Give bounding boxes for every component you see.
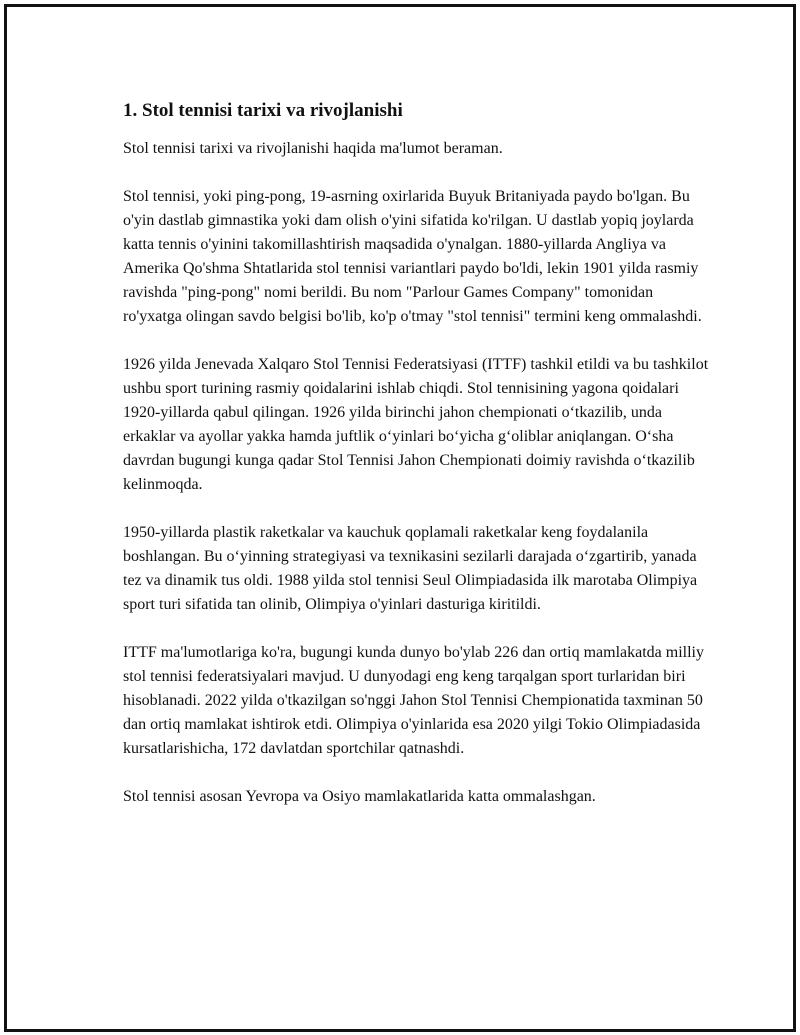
statistics-paragraph: ITTF ma'lumotlariga ko'ra, bugungi kunda dunyo bo'ylab 226 dan ortiq mamlakatda milliy stol tennisi federatsiyalari mavjud. U dunyodagi eng keng tarqalgan sport turlaridan biri hisoblanadi. 2022 yilda o'tkazilgan so'nggi Jahon Stol Tennisi Chempionatida taxminan 50 dan ortiq mamlakat ishtirok etdi. Olimpiya o'yinlarida esa 2020 yilgi Tokio Olimpiadasida kursatlarishicha, 172 davlatdan sportchilar qatnashdi. bbox=[123, 644, 704, 757]
intro-paragraph: Stol tennisi tarixi va rivojlanishi haqida ma'lumot beraman. bbox=[123, 140, 503, 157]
page-frame bbox=[4, 4, 796, 1032]
equipment-paragraph: 1950-yillarda plastik raketkalar va kauchuk qoplamali raketkalar keng foydalanila boshlangan. Bu o‘yinning strategiyasi va texnikasini sezilarli darajada o‘zgartirib, yanada tez va dinamik tus oldi. 1988 yilda stol tennisi Seul Olimpiadasida ilk marotaba Olimpiya sport turi sifatida tan olinib, Olimpiya o'yinlari dasturiga kiritildi. bbox=[123, 524, 698, 613]
origin-paragraph: Stol tennisi, yoki ping-pong, 19-asrning oxirlarida Buyuk Britaniyada paydo bo'lgan. Bu o'yin dastlab gimnastika yoki dam olish o'yini sifatida ko'rilgan. U dastlab yopiq joylarda katta tennis o'yinini takomillashtirish maqsadida o'ynalgan. 1880-yillarda Angliya va Amerika Qo'shma Shtatlarida stol tennisi variantlari paydo bo'ldi, lekin 1901 yilda rasmiy ravishda "ping-pong" nomi berildi. Bu nom "Parlour Games Company" tomonidan ro'yxatga olingan savdo belgisi bo'lib, ko'p o'tmay "stol tennisi" termini keng ommalashdi. bbox=[123, 188, 702, 325]
popularity-paragraph: Stol tennisi asosan Yevropa va Osiyo mamlakatlarida katta ommalashgan. bbox=[123, 788, 596, 805]
document-title: 1. Stol tennisi tarixi va rivojlanishi bbox=[123, 100, 403, 121]
document-body bbox=[123, 97, 713, 833]
ittf-paragraph: 1926 yilda Jenevada Xalqaro Stol Tennisi Federatsiyasi (ITTF) tashkil etildi va bu tashkilot ushbu sport turining rasmiy qoidalarini ishlab chiqdi. Stol tennisining yagona qoidalari 1920-yillarda qabul qilingan. 1926 yilda birinchi jahon chempionati o‘tkazilib, unda erkaklar va ayollar yakka hamda juftlik o‘yinlari bo‘yicha g‘oliblar aniqlangan. O‘sha davrdan bugungi kunga qadar Stol Tennisi Jahon Chempionati doimiy ravishda o‘tkazilib kelinmoqda. bbox=[123, 356, 709, 493]
